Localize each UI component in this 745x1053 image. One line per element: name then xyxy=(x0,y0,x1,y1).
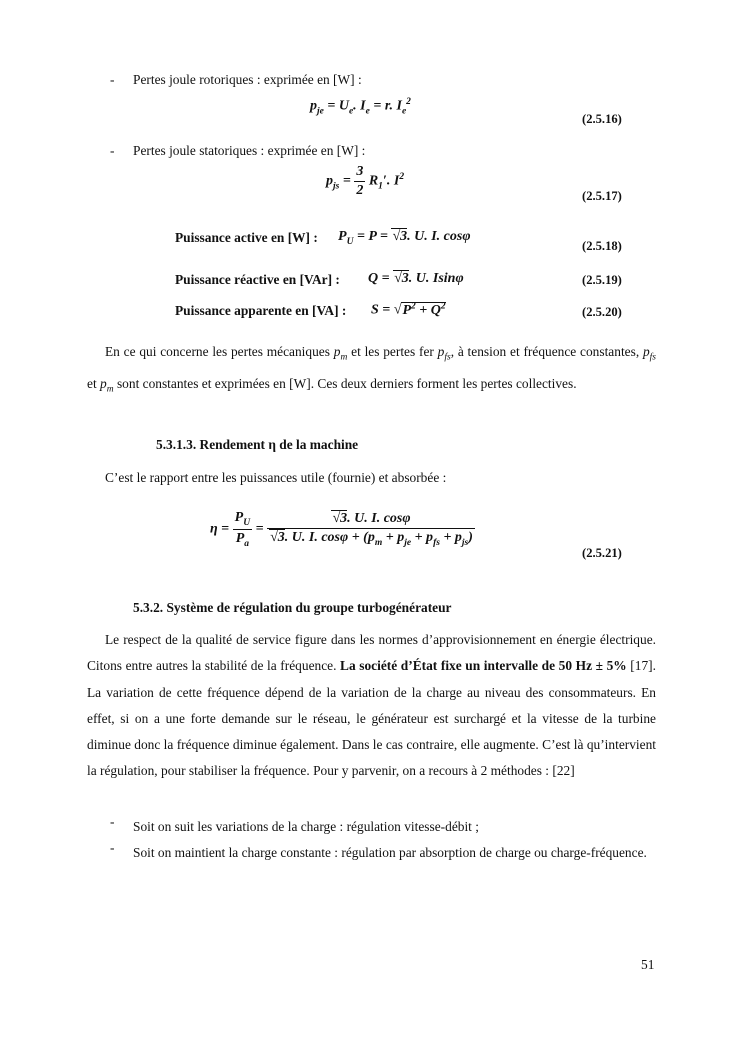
apparent-power-label: Puissance apparente en [VA] : xyxy=(175,303,347,318)
method-item: Soit on maintient la charge constante : régulation par absorption de charge ou charge-fréquence. xyxy=(133,845,647,860)
rotor-losses-label: Pertes joule rotoriques : exprimée en [W] : xyxy=(133,72,362,87)
reactive-power-label: Puissance réactive en [VAr] : xyxy=(175,272,340,287)
page-number: 51 xyxy=(641,957,655,972)
equation-number: (2.5.18) xyxy=(582,239,622,253)
active-power-label: Puissance active en [W] : xyxy=(175,230,318,245)
equation-number: (2.5.19) xyxy=(582,273,622,287)
equation-number: (2.5.17) xyxy=(582,189,622,203)
efficiency-intro: C’est le rapport entre les puissances utile (fournie) et absorbée : xyxy=(105,470,447,485)
equation-number: (2.5.16) xyxy=(582,112,622,126)
bullet-dash: - xyxy=(110,814,115,829)
equation-2-5-17: $p_{js}$ = $\frac{3}{2}$ $R_1'$. $I^2$ xyxy=(326,164,405,198)
equation-2-5-19: Q = √3. U. Isinφ xyxy=(368,271,464,286)
losses-paragraph: En ce qui concerne les pertes mécaniques $p_m$ et les pertes fer $p_{fs}$, à tension et fréquence constantes, $p_{fs}$ et $p_m$ sont constantes et exprimées en [W]. Ces deux derniers forment les pertes collectives. xyxy=(87,344,657,395)
bullet-dash: - xyxy=(110,840,115,855)
stator-losses-label: Pertes joule statoriques : exprimée en [W] : xyxy=(133,143,366,158)
equation-2-5-16: $p_{je} = U_e$. $I_e = r$. $I_e^2$ xyxy=(310,97,411,117)
section-heading-regulation: 5.3.2. Système de régulation du groupe turbogénérateur xyxy=(133,600,452,615)
regulation-paragraph: Le respect de la qualité de service figure dans les normes d’approvisionnement en énergie électrique. Citons entre autres la stabilité de la fréquence. La société d’État fixe un intervalle de 50 Hz ± 5% [17]. La variation de cette fréquence dépend de la variation de la charge au niveau des consommateurs. En effet, si on a une forte demande sur le réseau, le générateur est surchargé et la vitesse de la turbine diminue donc la fréquence diminue également. Dans le cas contraire, elle augmente. C’est là qu’intervient la régulation, pour stabiliser la fréquence. Pour y parvenir, on a recours à 2 méthodes : [22] xyxy=(87,632,656,779)
equation-2-5-20: $S = √P^2 + Q^2$ xyxy=(371,301,446,318)
method-item: Soit on suit les variations de la charge : régulation vitesse-débit ; xyxy=(133,819,479,834)
bullet-dash: - xyxy=(110,143,115,158)
equation-2-5-18: $P_U = P = √3$. U. I. cosφ xyxy=(338,229,471,247)
section-heading-efficiency: 5.3.1.3. Rendement η de la machine xyxy=(156,437,359,452)
equation-number: (2.5.21) xyxy=(582,546,622,560)
equation-2-5-21: η = $\frac{P_U}{P_a}$ = $\frac{√3. U. I. \cos\varphi}{√3. U. I. \cos\varphi + (p_m + p_{je} + p_{fs} + p_{js})}$ xyxy=(210,510,473,549)
equation-number: (2.5.20) xyxy=(582,305,622,319)
bullet-dash: - xyxy=(110,72,115,87)
